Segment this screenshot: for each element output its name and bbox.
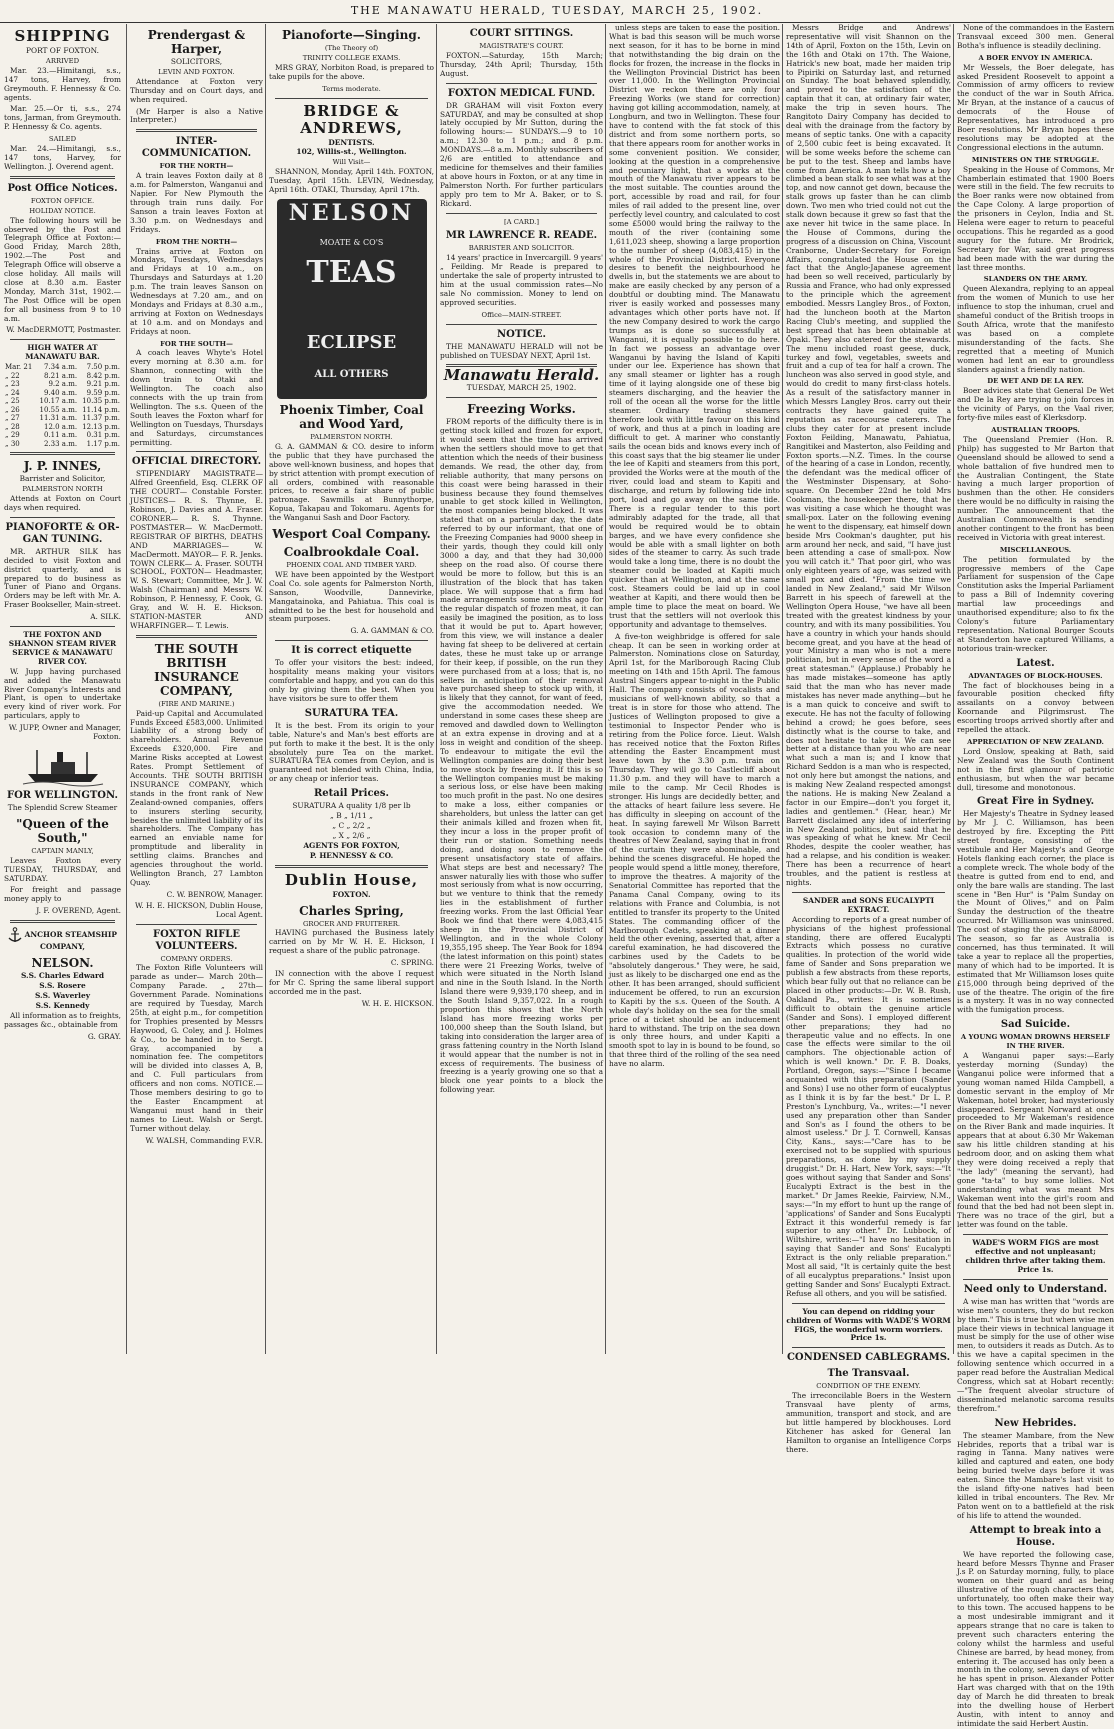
retail-price-line: SURATURA A quality 1/8 per lb xyxy=(292,801,411,811)
ship-name: S.S. Charles Edward xyxy=(20,971,105,981)
sander-title: SANDER and SONS EUCALYPTI EXTRACT. xyxy=(802,895,935,914)
nelson-brand: NELSON xyxy=(288,199,415,226)
tide-time: 8.21 a.m. xyxy=(44,371,78,380)
post-office-sub: FOXTON OFFICE. xyxy=(30,196,95,205)
medical-fund-title: FOXTON MEDICAL FUND. xyxy=(447,87,596,99)
reade-text: 14 years' practice in Invercargill. 9 years' „ Feilding. Mr Reade is prepared to undertake the sale of property intrusted to him at the usual commission rates—No sale No commission. Money to lend on approved securities. xyxy=(440,253,603,307)
freezing-works-title: Freezing Works. xyxy=(467,402,576,417)
masthead xyxy=(0,0,1114,23)
divider xyxy=(10,176,115,179)
divider xyxy=(136,924,257,925)
divider xyxy=(10,517,115,518)
dewet-title: DE WET AND DE LA REY. xyxy=(987,377,1084,386)
freezing-works-text: FROM reports of the difficulty there is in getting stock killed and frozen for export, it would seem that the time has arrived when the settlers should move to get that attention which the needs of their business demands. We read, the other day, from reliable authority, that many persons on this coast were being harassed in their business because they found themselves unable to get stock killed in Wellington, the most companies being blocked. It was stated that on a particular day, the date referred to by our informant, that one of the Freezing Companies had 9000 sheep in their yards, though they could kill only 3000 a day, and that they had 30,000 sheep on the road also. Of course there would be more to follow, but this is an illustration of the block that has taken place. We will suppose that a firm had made arrangements some months ago for the regular dispatch of frozen meat, it can easily be imagined the position, as to loss that it would be put to. Apart however, from this view, we will instance a dealer having fat sheep to be delivered at certain dates, these he must take up or arrange for their keep, if possible, on the run they were purchased from at a loss; that is, no sellers in anticipation of their removal have purchased sheep to stock up with, it is likely that they cannot, for want of feed, give the accommodation needed. We understand in some cases these sheep are removed and dawdled down to Wellington at an extra expense in droving and at a loss in weight and condition of the sheep. To endeavour to mitigate the evil the Wellington companies are doing their best to move stock by freezing it. If this is so the Wellington companies must be making a serious loss, or else have been making too much profit in the past. No one desires to make a loss, either companies or shareholders, but unless the latter can get their animals killed and frozen when fit, they incur a loss in the proper profit of their run or station. Something needs doing, and doing soon to remove the present unsatisfactory state of affairs. What steps are best and necessary? The answer naturally lies with those who suffer most seriously from what is now occurring, but we venture to think that the remedy lies in the establishment of further freezing works. From the last Official Year Book we find that there were 4,083,415 sheep in the Provincial District of Wellington, and in the whole Colony 19,355,195 sheep. The Year Book for 1894 (the latest information on this point) states there were 21 Freezing Works, twelve of which were situated in the North Island and nine in the South Island. In the North Island there were 9,939,170 sheep, and in the South Island 9,357,022. In a rough proportion this shows that the North Island has more freezing works per 100,000 sheep than the South Island, but taking into consideration the larger area of grass fattening country in the North Island it would appear that the number is not in excess of requirements. The business of freezing is a yearly growing one so that a block one year points to a block the following year. xyxy=(440,417,603,1095)
retail-price-line: „ C „ 2/2 „ xyxy=(332,820,371,830)
phoenix-timber-title: Phoenix Timber, Coal and Wood Yard, xyxy=(279,402,424,431)
ships-list xyxy=(4,972,121,1011)
trinity-college: TRINITY COLLEGE EXAMS. xyxy=(302,53,401,62)
sydney-fire-title: Great Fire in Sydney. xyxy=(976,796,1095,808)
insurance-sub: (FIRE AND MARINE.) xyxy=(158,699,235,708)
misc-title: MISCELLANEOUS. xyxy=(999,545,1072,554)
for-south-text: A coach leaves Whyte's Hotel every morning at 8.30 a.m. for Shannon, connecting with the down train to Otaki and Wellington. The coach also connects with the up train from Wellington. The s.s. Queen of the South leaves the Foxton wharf for Wellington on Tuesdays, Thursdays and Saturdays, circumstances permitting. xyxy=(130,348,263,447)
divider xyxy=(963,1234,1108,1235)
tide-time: 9.2 a.m. xyxy=(48,380,78,389)
dublin-place: FOXTON. xyxy=(332,889,371,899)
divider xyxy=(10,452,115,455)
new-hebrides-title: New Hebrides. xyxy=(994,1417,1077,1429)
insurance-title: THE SOUTH BRITISH INSURANCE COMPANY, xyxy=(154,641,239,698)
herald-date: TUESDAY, MARCH 25, 1902. xyxy=(466,383,577,393)
notice-text: THE MANAWATU HERALD will not be published on TUESDAY NEXT, April 1st. xyxy=(440,341,603,360)
nelson-teas-advert xyxy=(277,199,427,399)
tide-time: 7.50 p.m. xyxy=(86,363,120,372)
anchor-company-name: ANCHOR STEAMSHIP COMPANY, xyxy=(24,930,117,952)
dentists-title: BRIDGE & ANDREWS, xyxy=(300,101,403,137)
tide-time: 10.17 a.m. xyxy=(39,397,78,406)
prendergast-note: (Mr Harper is also a Native Interpreter.) xyxy=(130,106,263,125)
column-3 xyxy=(265,24,434,1354)
piano-tuning-text: MR. ARTHUR SILK has decided to visit Foxton and district quarterly, and is prepared to do business as Tuner of Piano and Organs. Orders may be left with Mr. A. Fraser Bookseller, Main-street. xyxy=(4,546,121,610)
tide-title: HIGH WATER AT MANAWATU BAR. xyxy=(25,343,100,362)
spring-text: HAVING purchased the Business lately carried on by Mr W. H. E. Hickson, I request a share of the public patronage. xyxy=(269,928,434,956)
official-directory-text: STIPENDIARY MAGISTRATE— Alfred Greenfield, Esq. CLERK OF THE COURT— Constable Forster. JUSTICES— R. S. Thynne, E. Robinson, J. Davies and A. Fraser. CORONER— R. S. Thynne. POSTMASTER— W. MacDermott. REGISTRAR OF BIRTHS, DEATHS AND MARRIAGES— W. MacDermott. MAYOR— F. R. Jenks. TOWN CLERK— A. Fraser. SOUTH SCHOOL, FOXTON— Headmaster, W. S. Stewart; Committee, Mr J. W. Walsh (Chairman) and Messrs W. Robinson, P. Hennessy, F. Cook, G. Gray, and W. H. E. Hickson. STATION-MASTER AND WHARFINGER— T. Lewis. xyxy=(130,469,263,630)
tide-row xyxy=(4,431,121,440)
ship-name: S.S. Rosere xyxy=(39,981,86,990)
charles-spring-title: Charles Spring, xyxy=(299,903,404,918)
coalbrookdale-title: Coalbrookdale Coal. xyxy=(283,545,420,560)
sailed-heading: SAILED xyxy=(48,135,77,144)
transvaal-sub: CONDITION OF THE ENEMY. xyxy=(816,1382,921,1391)
magistrates-court: MAGISTRATE'S COURT. xyxy=(479,42,564,50)
reade-office: Office—MAIN-STREET. xyxy=(481,310,562,319)
divider xyxy=(792,1347,945,1348)
anchor-icon xyxy=(8,927,22,943)
shipping-title: SHIPPING xyxy=(14,27,111,45)
innes-title: Barrister and Solicitor, xyxy=(19,474,106,484)
tide-date: „ 23 xyxy=(5,380,20,389)
anchor-text: All information as to freights, passages &c., obtainable from xyxy=(4,1010,121,1029)
coal-agents: PHOENIX COAL AND TIMBER YARD. xyxy=(286,561,417,570)
court-sittings-title: COURT SITTINGS. xyxy=(469,28,574,39)
local-items: Messrs Bridge and Andrews' representative will visit Shannon on the 14th of April, Foxton on the 15th, Levin on the 16th and Otaki on 17th. The Waione, Hatrick's new boat, made her maiden trip to Pipiriki on Saturday last, and returned on Sunday. The boat behaved splendidly, and proved to the satisfaction of the captain that it can, at ordinary fair water, make the trip in seven hours. The Rangitoto Dairy Company has decided to deal with the drainage from the factory by means of septic tanks. One with a capacity of 2,500 cubic feet is being excavated. It will be some weeks before the scheme can be put to the test. Sheep and lambs have come from America. A man tells how a boy climbed a bean stalk to see what was at the top, and now cannot get down, because the stalk grows up faster than he can climb down. Two men who tried could not cut the stalk down because it grew so fast that the axe never hit twice in the same place. In the House of Commons, during the progress of a discussion on China, Viscount Cranborne, Under-Secretary for Foreign Affairs, congratulated the House on the fact that the Anglo-Japanese agreement had been so well received, particularly by Russia and France, who had only expressed to the principle which the agreement embodied. Messrs Langley Bros., of Foxton, had the luncheon booth at the Marton Racing Club's meeting, and supplied the best spread that has been obtainable at Ōpaki. They also catered for the stewards. The menu included roast geese, duck, turkey and fowl, vegetables, sweets and fruit and a cup of tea for half a crown. The luncheon was also served in good style, and would do credit to many first-class hotels. As a result of the satisfactory manner in which Messrs Langley Bros. carry out their contracts they have gained quite a reputation as racecourse caterers. The clubs they cater for at present include Foxton Feilding, Manawatu, Pahiatua, Rangitikei and Masterton, also Feilding and Foxton sports.—N.Z. Times. In the course of the hearing of a case in London, recently, the defendant was the medical officer of the Westminster Dispensary, at Soho-square. On December 22nd he told Mrs Cookman, the housekeeper there, that he was visiting a case which he thought was small-pox. Later on the following evening he went to the dispensary, eat himself down beside Mrs Cookman's daughter, put his arm around her neck, and said, "I have just been attending a case of small-pox. Now you will catch it." That poor girl, who was only eighteen years of age, was seized with small pox and died. "From the time we landed in New Zealand," said Mr Wilson Barrett in his speech of farewell at the Wellington Opera House, "we have all been treated with the greatest kindness by your country, and with its many possibilities. You have a country in which your hands should become great, and you have at the head of your Ministry a man who is not a mere politician, but in every sense of the word a great statesman." (Applause.) Probably he has made mistakes—someone has aptly said that the man who has never made mistakes has never made anything—but he is a man quick to conceive and swift to execute. He has not the faculty of following behind a crowd; he goes before, sees distinctly what is the course to take, and does not hesitate to take it. We can see better at a distance than you who are near what such a man is; and I know that Richard Seddon is a man who is respected, not only here but amongst the nations, and is making New Zealand respected amongst the nations. He is making New Zealand a factor in our Empire—don't you forget it, ladies and gentlemen." (Hear, hear.) Mr Barrett disclaimed any idea of interfering in New Zealand politics, but said that he was speaking of what he knew. Mr Cecil Rhodes, despite the cooler weather, has had a relapse, and his condition is weaker. There has been a recurrence of heart troubles, and the patient is restless at nights. xyxy=(786,23,951,887)
for-wellington-heading: FOR WELLINGTON. xyxy=(6,789,118,801)
misc-text: The petition formulated by the progressive members of the Cape Parliament for suspension of the Cape Constitution asks the Imperial Parliament to pass a Bill of Indemnity covering martial law proceedings and unauthorised expenditure; also to fix the Colony's future Parliamentary representation. National Bourger Scouts at Standerton have captured Williams, a notorious train-wrecker. xyxy=(957,554,1114,653)
wade-worm-figs-ad: WADE'S WORM FIGS are most effective and not unpleasant; children thrive after taking them. Price 1s. xyxy=(965,1238,1106,1274)
attempt-title: Attempt to break into a House. xyxy=(969,1524,1102,1548)
transvaal-title: The Transvaal. xyxy=(827,1368,910,1380)
slanders-title: SLANDERS ON THE ARMY. xyxy=(983,275,1088,284)
tide-time: 0.31 p.m. xyxy=(86,431,120,440)
tide-time: 1.17 p.m. xyxy=(86,439,120,448)
tide-date: „ 29 xyxy=(5,431,20,440)
tide-time: 9.59 p.m. xyxy=(86,388,120,397)
etiquette-text: To offer your visitors the best: indeed, hospitality means making your visitors comfortable and happy, and you can do this only by giving them the best. When you have visitors be sure to offer them xyxy=(269,658,434,703)
official-directory-title: OFFICIAL DIRECTORY. xyxy=(131,456,262,468)
tide-time: 0.11 a.m. xyxy=(44,431,78,440)
troops-text: The Queensland Premier (Hon. R. Philp) has suggested to Mr Barton that Queensland should be allowed to send a whole battalion of five hundred men to the Australian Contingent, the State having a much larger proportion of bushmen than the other. He considers there would be no difficulty in raising the number. The announcement that the Australian Commonwealth is sending another contingent to the front has been received in Victoria with great interest. xyxy=(957,434,1114,542)
innes-name: J. P. INNES, xyxy=(23,459,102,474)
company-orders: COMPANY ORDERS. xyxy=(160,954,233,963)
tide-date: „ 24 xyxy=(5,388,20,397)
local-news: A five-ton weighbridge is offered for sale cheap. It can be seen in working order at Palmerston. Nominations close on Saturday, April 1st, for the Marlborough Racing Club meeting on 14th and 15th April. The famous Austral Singers appear to-night in the Public Hall. The company consists of vocalists and musicians of well-known ability, so that a treat is in store for those who attend. The Justices of Wellington proposed to give a testimonial to Inspector Pender who is retiring from the Police force. Lieut. Walsh has received notice that the Foxton Rifles attending the Easter Encampment must leave town by the 3.30 p.m. train on Thursday. They will go to Castlecliff about 11.30 p.m. and they will have to march a mile to the camp. Mr Cecil Rhodes is stronger. His lungs are decidedly better, and the attacks of heart failure less severe. He has difficulty in sleeping on account of the heat. In saying farewell Mr Wilson Barrett took occasion to condemn many of the theatres of New Zealand, saying that in front of the curtain they were abominable, and behind the scenes disgraceful. He hoped the people would spend a little money, therefore, to improve the theatres. A majority of the Senatorial Committee has reported that the Panama Canal Company, owing to its relations with France and Columbia, is not entitled to transfer its property to the United States. The commanding officer of the Marlborough Cadets, speaking at a dinner held the other evening, asserted that, after a careful examination, he had discovered the carbines used by the Cadets to be "absolutely dangerous." They were, he said, just as likely to be discharged one end as the other. It has been arranged, should sufficient inducement be offered, to run an excursion to Kapiti by the s.s. Queen of the South. A whole day's holiday on the sea for the small price of a ticket should be an inducement hard to withstand. The trip on the sea down is only three hours, and under Kapiti a smooth spot to lay in is bound to be found, so that three third of the rolling of the sea need have no alarm. xyxy=(609,631,780,1069)
steamer-label: The Splendid Screw Steamer xyxy=(7,802,118,812)
spring-signature: C. SPRING. xyxy=(390,958,434,968)
retail-price-line: „ X „ 2/6 „ xyxy=(332,830,371,840)
divider xyxy=(136,635,257,638)
ship-name: S.S. Kennedy xyxy=(35,1000,90,1010)
nelson-company: MOATE & CO'S xyxy=(319,237,384,247)
column-7 xyxy=(953,23,1114,1728)
dentists-schedule: SHANNON, Monday, April 14th. FOXTON, Tuesday, April 15th. LEVIN, Wednesday, April 16th. OTAKI, Thursday, April 17th. xyxy=(269,167,434,195)
divider xyxy=(10,626,115,627)
hennessy-agent: P. HENNESSY & CO. xyxy=(309,850,394,860)
need-understand-text: A wise man has written that "words are wise men's counters, they do but reckon by them." This is true but when wise men place their views in technical language it must be simply for the use of other wise men, to outsiders it reads as Dutch. As to this we have a capital specimen in the following sentence which occurred in a paper read before the Australian Medical Congress, which sat at Hobart recently:—"The frequent alveolar structure of disseminated melanotic sarcoma results therefrom." xyxy=(957,1296,1114,1413)
wesport-coal-title: Wesport Coal Company. xyxy=(272,527,431,542)
tide-time: 12.0 a.m. xyxy=(44,422,78,431)
divider xyxy=(792,892,945,893)
inter-communication-title: INTER-COMMUNICATION. xyxy=(141,136,252,160)
tide-time: 11.14 p.m. xyxy=(82,405,120,414)
gamman-signature: G. A. GAMMAN & CO. xyxy=(350,626,434,636)
latest-title: Latest. xyxy=(1016,657,1055,669)
dentists-visit: Will Visit— xyxy=(332,158,371,167)
postmaster-signature: W. MacDERMOTT, Postmaster. xyxy=(6,325,121,335)
tide-date: „ 27 xyxy=(5,414,20,423)
prendergast-text: Attendance at Foxton very Thursday and on Court days, and when required. xyxy=(130,76,263,104)
tide-row xyxy=(4,406,121,415)
suicide-text: A Wanganui paper says:—Early yesterday morning (Sunday) the Wanganui police were informed that a young woman named Hilda Campbell, a domestic servant in the employ of Mr Wakeman, hotel broker, had mysteriously disappeared. Sergeant Norward at once proceeded to Mr Wakeman's residence on the River Bank and made inquiries. It appears that at about 6.30 Mr Wakeman saw his little children standing at his bedroom door, and on asking them what they were doing received a reply that "the lady" (meaning the servant), had gone "ta-ta" to buy some lollies. Not understanding what was meant Mrs Wakeman went into the girl's room and found that the bed had not been slept in. There was no trace of the girl, but a letter was found on the table. xyxy=(957,1051,1114,1230)
pianoforte-singing-title: Pianoforte—Singing. xyxy=(282,28,421,42)
tide-row xyxy=(4,389,121,398)
from-north-text: Trains arrive at Foxton on Mondays, Tuesdays, Wednesdays and Fridays at 10 a.m., on Thursdays and Saturdays at 1.20 p.m. The train leaves Sanson on Wednesdays at 7.20 am., and on Mondays and Fridays at 8.30 a.m., arriving at Foxton on Wednesdays at 10 a.m. and on Mondays and Fridays at noon. xyxy=(130,246,263,336)
divider xyxy=(10,920,115,923)
troops-title: AUSTRALIAN TROOPS. xyxy=(991,425,1080,434)
envoy-text: Mr Wessels, the Boer delegate, has asked President Roosevelt to appoint a Commission of army officers to review the conduct of the war in South Africa. Mr Bryan, at the instance of a caucus of democrats of the House of Representatives, has introduced a pro Boer resolutions. Mr Bryan hopes these resolutions may be adopted at the Congressional elections in the autumn. xyxy=(957,62,1114,152)
river-service-title: THE FOXTON AND SHANNON STEAM RIVER SERVICE & MANAWATU RIVER COY. xyxy=(8,630,117,666)
agents-foxton: AGENTS FOR FOXTON, xyxy=(303,840,400,850)
nelson-heading: NELSON. xyxy=(31,956,94,971)
tide-row xyxy=(4,380,121,389)
divider xyxy=(446,397,597,398)
blockhouses-title: ADVANTAGES OF BLOCK-HOUSES. xyxy=(968,671,1103,680)
river-service-text: W. Jupp having purchased and added the Manawatu River Company's Interests and Plant, is open to undertake every kind of river work. For particulars, apply to xyxy=(4,666,121,721)
tide-date: Mar. 21 xyxy=(5,363,33,372)
insurance-text: Paid-up Capital and Accumulated Funds Exceed £583,000. Unlimited Liability of a strong body of shareholders. Annual Revenue Exceeds £320,000. Fire and Marine Risks accepted at Lowest Rates. Prompt Settlement of Accounts. THE SOUTH BRITISH INSURANCE COMPANY, which stands in the front rank of New Zealand-owned companies, offers to insurers sterling security, besides the unlimited liability of its shareholders. The Company has earned an enviable name for promptitude and liberality in settling claims. Branches and agencies throughout the world. Wellington Branch, 27 Lambton Quay. xyxy=(130,708,263,887)
prendergast-title: Prendergast & Harper, xyxy=(147,28,246,56)
prendergast-sub: SOLICITORS, xyxy=(170,57,223,66)
freight-text: For freight and passage money apply to xyxy=(4,885,121,904)
overend-signature: J. F. OVEREND, Agent. xyxy=(36,906,121,916)
divider xyxy=(10,339,115,340)
herald-title: Manawatu Herald. xyxy=(443,366,600,385)
tide-time: 12.13 p.m. xyxy=(82,422,120,431)
for-north-text: A train leaves Foxton daily at 8 a.m. for Palmerston, Wanganui and Napier. For New Plymouth the through train runs daily. For Sanson a train leaves Foxton at 3.30 p.m. on Wednesdays and Fridays. xyxy=(130,171,263,234)
tide-table xyxy=(4,363,121,448)
divider xyxy=(275,865,428,868)
sander-text: According to reports of a great number of physicians of the highest professional standing, there are offered Eucalypti Extracts which possess no curative qualities. In protection of the world wide fame of Sander and Sons preparation we publish a few abstracts from these reports, which bear fully out that no reliance can be placed in other products:—Dr. W. B. Rush, Oakland Pa., writes: It is sometimes difficult to obtain the genuine article (Sander and Sons). I employed different other preparations; they had no therapeutic value and no effects. In one case the effects were similar to the oil camphors. The objectionable action of which is well known." Dr. F. B. Doaks, Portland, Oregon, says:—"Since I became acquainted with this preparation (Sander and Sons) I use no other form of eucalyptus as I think it is by far the best." Dr L. P. Preston's Lynchburg, Va., writes:—"I never used any preparation other than Sander and Son's as I found the others to be almost useless." Dr J. T. Cornwell, Kansas City, Kans., says:—"Care has to be exercised not to be supplied with spurious preparations, as done by my supply druggist." Dr. H. Hart, New York, says:—"It goes without saying that Sander and Sons' Eucalypti Extract is the best in the market." Dr James Reekie, Fairview, N.M., says:—"In my effort to hunt up the range of 'applications' of Sander and Sons Eucalypti Extract it this wonderful remedy is far superior to any other." Dr. Lubbock, of Wiltshire, writes:—"I have no hesitation in saying that Sander and Sons' Eucalypti Extract is the only reliable preparation." Most all said, "It is certainly quite the best of all eucalyptus preparations." Insist upon getting Sander and Sons' Eucalypti Extract. Refuse all others, and you will be satisfied. xyxy=(786,914,951,1298)
rifle-volunteers-title: FOXTON RIFLE VOLUNTEERS. xyxy=(153,928,240,952)
tide-time: 10.35 p.m. xyxy=(82,397,120,406)
ministers-title: MINISTERS ON THE STRUGGLE. xyxy=(971,155,1100,164)
hickson-signature: W. H. E. HICKSON. xyxy=(361,998,434,1008)
tide-time: 8.42 p.m. xyxy=(86,371,120,380)
attempt-text: We have reported the following case, heard before Messrs Thynne and Fraser J.s P. on Saturday morning, fully, to place women on their guard and as being illustrative of the rough characters that, unfortunately, too often make their way to this town. The accused happens to be a most undesirable immigrant and it appears strange that no care is taken to prevent such characters entering the colony whilst the harmless and useful Chinese are barred, by head money, from entering it. The accused has only been a month in the colony, seven days of which he has spent in prison. Alexander Potter Hart was charged with that on the 19th day of March he did threaten to break into the dwelling house of Herbert Austin, with intent to annoy and intimidate the said Herbert Austin. xyxy=(957,1549,1114,1728)
suicide-title: Sad Suicide. xyxy=(1000,1019,1071,1031)
tide-time: 9.21 p.m. xyxy=(86,380,120,389)
arrived-heading: ARRIVED xyxy=(45,56,80,65)
court-text: FOXTON.—Saturday, 15th March; Thursday, 24th April; Thursday, 15th August. xyxy=(440,50,603,78)
tide-date: „ 26 xyxy=(5,405,20,414)
gray-signature: G. GRAY. xyxy=(87,1031,121,1041)
pianoforte-terms: Terms moderate. xyxy=(322,84,381,93)
divider xyxy=(446,83,597,84)
captain-name: CAPTAIN MANLY, xyxy=(31,846,94,855)
sailing-entry: Mar. 24.—Himitangi, s.s., 147 tons, Harvey, for Wellington. J. Overend agent. xyxy=(4,144,121,171)
tide-time: 2.33 a.m. xyxy=(44,439,78,448)
tide-date: „ 28 xyxy=(5,422,20,431)
tide-time: 9.40 a.m. xyxy=(44,388,78,397)
for-north-heading: FOR THE NORTH— xyxy=(159,162,234,171)
etiquette-title: It is correct etiquette xyxy=(291,645,412,657)
tide-row xyxy=(4,397,121,406)
ship-name: S.S. Waverley xyxy=(34,990,90,1000)
divider xyxy=(136,451,257,452)
tide-time: 7.34 a.m. xyxy=(44,363,78,372)
column-6 xyxy=(782,23,951,1454)
divider xyxy=(446,213,597,214)
walsh-signature: W. WALSH, Commanding F.V.R. xyxy=(145,1135,263,1145)
tide-row xyxy=(4,372,121,381)
queen-schedule: Leaves Foxton every TUESDAY, THURSDAY, and SATURDAY. xyxy=(4,855,121,883)
tide-row xyxy=(4,414,121,423)
transvaal-continued: None of the commandoes in the Eastern Transvaal exceed 300 men. General Botha's influence is steadily declining. xyxy=(957,23,1114,50)
innes-place: PALMERSTON NORTH xyxy=(22,485,103,494)
dentists-sub: DENTISTS. xyxy=(328,137,375,147)
notice-title: NOTICE. xyxy=(496,328,547,340)
nelson-all-others: ALL OTHERS xyxy=(314,368,389,380)
cablegrams-title: CONDENSED CABLEGRAMS. xyxy=(786,1352,951,1364)
blockhouses-text: The fact of blockhouses being in a favourable position checked fifty assailants on a convoy between Koornande and Pilgrimsrust. The escorting troops arrived shortly after and repelled the attack. xyxy=(957,680,1114,735)
reade-sub: BARRISTER AND SOLICITOR. xyxy=(468,244,575,253)
rifle-volunteers-text: The Foxton Rifle Volunteers will parade as under— March 20th—Company Parade. „ 27th—Government Parade. Nominations are required by Tuesday, March 25th, at eight p.m., for competition for Trophies presented by Messrs Haywood, G. Coley, and J. Holmes & Co., to be handed in to Sergt. Gray, accompanied by a nomination fee. The competitors will be divided into classes A, B, and C. Full particulars from officers and non coms. NOTICE.—Those members desiring to go to the Easter Encampment at Wanganui must hand in their names to Lieut. Walsh or Sergt. Turner without delay. xyxy=(130,963,263,1133)
tide-row xyxy=(4,363,121,372)
need-understand-title: Need only to Understand. xyxy=(963,1283,1108,1295)
tide-time: 11.37 p.m. xyxy=(82,414,120,423)
steamship-icon xyxy=(23,746,103,786)
slanders-text: Queen Alexandra, replying to an appeal from the women of Munich to use her influence to stop the inhuman, cruel and shameful conduct of the British troops in South Africa, wrote that the manifesto was based on a complete misunderstanding of the facts. She regretted that a meeting of Munich women had lent an ear to groundless slanders against a friendly nation. xyxy=(957,284,1114,374)
divider xyxy=(446,324,597,325)
arrival-entry: Mar. 23.—Himitangi, s.s., 147 tons, Harvey, from Greymouth. F. Hennessy & Co. agents. xyxy=(4,65,121,102)
piano-tuning-signature: A. SILK. xyxy=(90,612,121,622)
from-north-heading: FROM THE NORTH— xyxy=(155,237,238,246)
ministers-text: Speaking in the House of Commons, Mr Chamberlain estimated that 1900 Boers were still in the field. The few recruits to the Boer ranks were now obtained from the Cape Colony. A large proportion of the prisoners in Ceylon, India and St. Helena were eager to return to peaceful occupations. This he regarded as a good augury for the future. Mr Brodrick, Secretary for War, said great progress had been made with the war during the last three months. xyxy=(957,164,1114,272)
reade-title: MR LAWRENCE R. READE. xyxy=(445,230,598,242)
nelson-eclipse: ECLIPSE xyxy=(306,331,397,353)
pianoforte-text: MRS GRAY, Norbiton Road, is prepared to take pupils for the above. xyxy=(269,62,434,81)
column-1 xyxy=(4,24,121,1354)
worm-figs-ad: You can depend on ridding your children of Worms with WADE'S WORM FIGS, the wonderful worm worriers. Price 1s. xyxy=(786,1306,951,1343)
tide-row xyxy=(4,423,121,432)
divider xyxy=(792,1303,945,1304)
retail-price-list xyxy=(269,802,434,841)
retail-prices-title: Retail Prices. xyxy=(314,788,389,800)
tide-time: 10.55 a.m. xyxy=(39,405,78,414)
tide-row xyxy=(4,440,121,449)
dewet-text: Boer advices state that General De Wet and De la Rey are trying to join forces in the vicinity of Parys, on the Vaal river, forty-five miles east of Klerksdorp. xyxy=(957,386,1114,423)
innes-text: Attends at Foxton on Court days when required. xyxy=(4,494,121,512)
nelson-teas: TEAS xyxy=(306,254,397,290)
piano-tuning-title: PIANOFORTE & OR-GAN TUNING. xyxy=(5,521,120,545)
medical-fund-text: DR GRAHAM will visit Foxton every SATURDAY, and may be consulted at shop lately occupied by Mr Sutton, during the following hours:— SUNDAYS.—9 to 10 a.m.; 12.30 to 1 p.m.; and 8 p.m. MONDAYS.—8 a.m. Monthly subscribers of 2/6 are entitled to attendance and medicine for themselves and their families at above hours in Foxton, or at any time in Palmerston North. For further particulars apply pro tem to Mr A. Baker, or to S. Rickard. xyxy=(440,100,603,208)
dentists-address: 102, Willis-st., Wellington. xyxy=(296,147,407,157)
suratura-title: SURATURA TEA. xyxy=(304,707,399,719)
anchor-company-title xyxy=(4,927,121,952)
divider xyxy=(275,98,428,99)
column-2 xyxy=(126,24,263,1354)
envoy-title: A BOER ENVOY IN AMERICA. xyxy=(978,53,1093,62)
card-label: [A CARD.] xyxy=(504,217,539,226)
arrival-entry: Mar. 25.—Or ti, s.s., 274 tons, Jarman, from Greymouth. P. Hennessy & Co. agents. xyxy=(4,104,121,132)
editorial-continued: unless steps are taken to ease the position. What is bad this season will be much worse next season, for it has to be borne in mind that notwithstanding the big drain on the flocks for frozen, the increase in the flocks in the Wellington Provincial District has been over 11,000. In the Wellington Provincial District we reckon there are only four Freezing Works (we stand for correction) having got killing accommodation, namely, at Longburn, and two in Wellington. These four have to contend with the fat stock of this district and from some northern ports, so that there appears room for another works in some convenient position. We consider, looking at the question in a comprehensive and pecuniary light, that a works at the mouth of the Manawatu river appears to be the most suitable. The counties around the port, accessible by road and rail, for four miles of rail added to the present line, over perfectly level country, and calculated to cost some £5000 would bring the railway to the mouth of the river (containing some 1,611,023 sheep, showing a large proportion to the number of sheep (4,083,415) in the whole of the Provincial District. Everyone desires to benefit the neighbourhood he dwells in, but the statements we are about to make are easily checked by any person of a doubtful or doubting mind. The Manawatu river is easily worked and possesses many advantages which other ports have not. If the new Company desired to work the cargo trumps as is done so successfully at Wanganui, it is equally possible to do here. In fact we possess an advantage over Wanganui by having the Island of Kapiti under our lee. Experience has shown that any small steamer or lighter has a rough time of it laying alongside one of these big steamers discharging, and the heavier the roll of the ocean all the worse for the little steamer. Ordinary trading steamers therefore look with little favour on this kind of work, and thus at a pinch in loading are difficult to get. A mariner who constantly sails the ocean bids and knows every inch of this coast says that the big steamer lie under the lee of Kapiti and steamers from this port, provided the Works were at the mouth of the river, could load and steam to Kapiti and discharge, and return by following tide into port, load and go away on the same tide. There is a regular tender to this port admirably adapted for the trade, all that would be required would be to obtain barges, and we have every confidence she would be able with a small lighter on both sides of the steamer to carry. As such trade would take a long time, there is no doubt the steamer could be loaded at Kapiti much quicker than at Wellington, and at the same cost. Steamers could be laid up in cool weather at Kapiti, and there would then be ample time to place the meat on board. We trust that the settlers will not overlook this opportunity and advantage to themselves. xyxy=(609,23,780,629)
pianoforte-sub: (The Theory of) xyxy=(324,44,379,52)
holiday-heading: HOLIDAY NOTICE. xyxy=(29,206,96,215)
column-4 xyxy=(436,24,603,1354)
transvaal-text: The irreconcilable Boers in the Western Transvaal have plenty of arms, ammunition, transport and stock, and are but little hampered by blockhouses. Lord Kitchener has asked for General Ian Hamilton to organise an Intelligence Corps there. xyxy=(786,1391,951,1454)
river-service-signature: W. JUPP, Owner and Manager, Foxton. xyxy=(8,723,121,742)
appreciation-title: APPRECIATION OF NEW ZEALAND. xyxy=(967,737,1104,746)
new-hebrides-text: The steamer Mambare, from the New Hebrides, reports that a tribal war is raging in Tanna. Many natives were killed and captured and eaten, one body being buried twelve days before it was eaten. Since the Mambare's last visit to the island fifty-one natives had been killed in tribal encounters. The Rev. Mr Paton went on to a battlefield at the risk of his life to attend the wounded. xyxy=(957,1430,1114,1520)
tide-time: 11.31 a.m. xyxy=(39,414,78,423)
sydney-fire-text: Her Majesty's Theatre in Sydney leased by Mr J. C. Williamson, has been destroyed by fire. Excepting the Pitt street frontage, consisting of the vestibule and Her Majesty's and George Hotels flanking each corner, the place is a complete wreck. The whole body of the theatre is gutted from end to end, and only the bare walls are standing. The last scene in "Ben Hur" is "Palm Sunday on the Mount of Olives," and on Palm Sunday the destruction of the theatre occurred. Mr Williamson was uninsured. The cost of staging the piece was £8000. The season, so far as Australia is concerned, has thus terminated. It will take a year to replace all the properties, many of which had to be imported. It is estimated that Mr Williamson loses quite £15,000 through being deprived of the use of the theatre. The origin of the fire is a mystery. It was in no way connected with the fumigation process. xyxy=(957,809,1114,1015)
divider xyxy=(275,640,428,641)
retail-price-line: „ B „ 1/11 „ xyxy=(330,811,373,821)
phoenix-text: G. A. GAMMAN & CO. desire to inform the public that they have purchased the above well-known business, and hopes that by strict attention with prompt execution of all orders, combined with reasonable prices, to receive a fair share of public patronage. Sawmills at Bunnythorpe, Kopua, Takapau and Tokomaru. Agents for the Wanganui Sash and Door Factory. xyxy=(269,441,434,523)
masthead-title: THE MANAWATU HERALD, TUESDAY, MARCH 25, 1902. xyxy=(350,4,764,17)
divider xyxy=(136,129,257,132)
hickson-text: IN connection with the above I request for Mr C. Spring the same liberal support accorded me in the past. xyxy=(269,969,434,996)
for-south-heading: FOR THE SOUTH— xyxy=(160,339,233,348)
phoenix-place: PALMERSTON NORTH. xyxy=(310,432,393,441)
grocer-sub: GROCER AND FRUITERER. xyxy=(302,919,401,928)
prendergast-place: LEVIN AND FOXTON. xyxy=(158,67,235,76)
hickson-agent: W. H. E. HICKSON, Dublin House, Local Agent. xyxy=(134,900,263,919)
queen-of-the-south: "Queen of the South," xyxy=(16,816,109,845)
coal-text: WE have been appointed by the Westport Coal Co. sole agents for Palmerston North, Sanson, Woodville, Dannevirke, Mangatainoka, and Pahiatua. This coal is admitted to be the best for household and steam purposes. xyxy=(269,569,434,624)
tide-date: „ 25 xyxy=(5,397,20,406)
divider xyxy=(963,1279,1108,1280)
column-5 xyxy=(605,24,780,1354)
appreciation-text: Lord Onslow, speaking at Bath, said New Zealand was the South Continent not in the first glamour of patriotic enthusiasm, but when the war became dull, tiresome and monotonous. xyxy=(957,746,1114,792)
dublin-house-title: Dublin House, xyxy=(284,870,419,889)
tide-date: „ 22 xyxy=(5,371,20,380)
tide-date: „ 30 xyxy=(5,439,20,448)
suicide-sub: A YOUNG WOMAN DROWNS HERSELF IN THE RIVER. xyxy=(960,1033,1111,1051)
port-heading: PORT OF FOXTON. xyxy=(26,46,99,55)
suratura-text: It is the best. From its origin to your table, Nature's and Man's best efforts are put forth to make it the best. It is the only absolutely pure Tea on the market. SURATURA TEA comes from Ceylon, and is guaranteed not blended with China, India, or any cheap or inferior teas. xyxy=(269,720,434,784)
post-office-text: The following hours will be observed by the Post and Telegraph Office at Foxton:— Good Friday, March 28th, 1902.—The Post and Telegraph Office will observe a close holiday. All mails will close at 8.30 a.m. Easter Monday, March 31st, 1902.—The Post Office will be open for all business from 9 to 10 a.m. xyxy=(4,215,121,323)
benrow-signature: C. W. BENROW, Manager. xyxy=(166,889,263,899)
post-office-title: Post Office Notices. xyxy=(7,182,118,194)
